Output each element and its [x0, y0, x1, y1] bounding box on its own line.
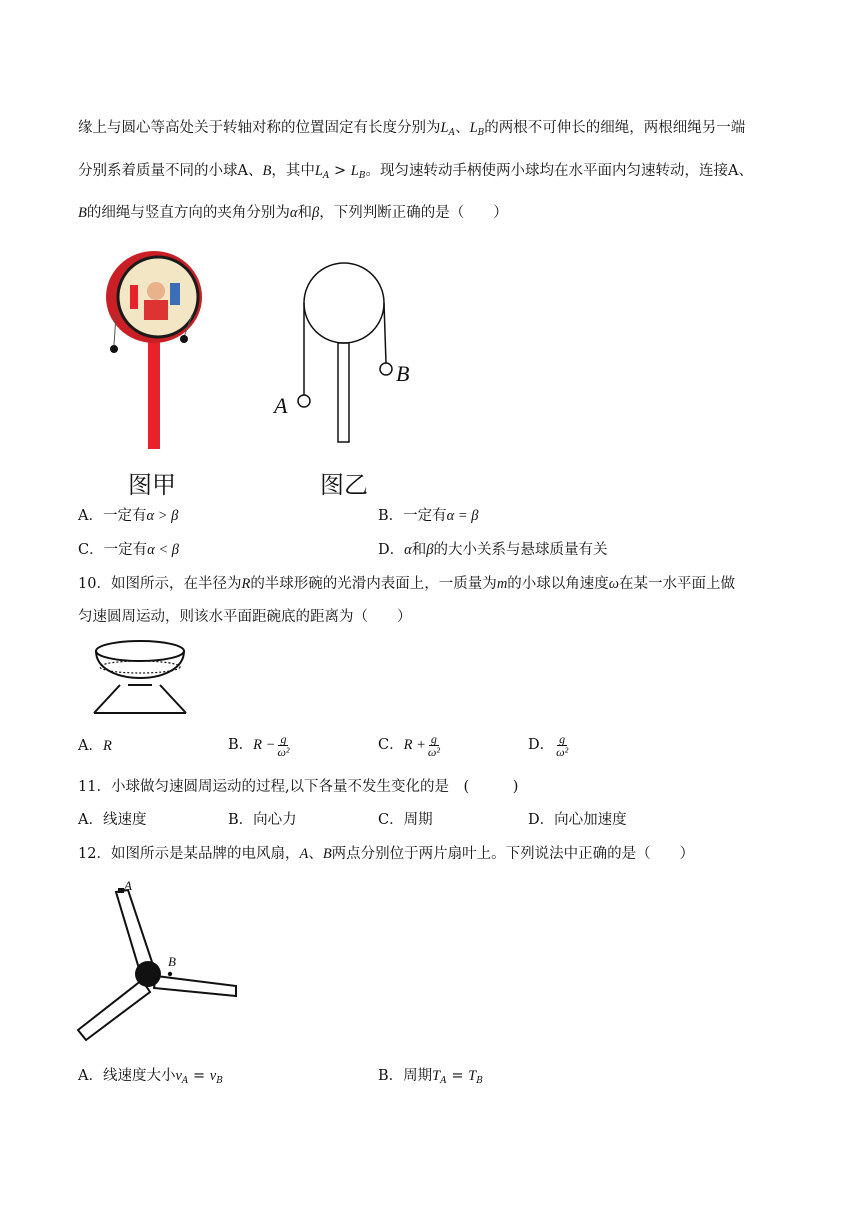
fan-point-b-label: B: [168, 954, 176, 969]
q12-option-a[interactable]: A．线速度大小$v_A = v_B$: [78, 1068, 223, 1086]
rattle-schematic-figure: [270, 255, 430, 455]
q11-option-b[interactable]: B．向心力: [228, 812, 297, 828]
q9-option-c[interactable]: C．一定有α < β: [78, 542, 179, 558]
q11-option-a[interactable]: A．线速度: [78, 812, 147, 828]
q9-line-2: 分别系着质量不同的小球A、B，其中$L_A > L_B$。现匀速转动手柄使两小球均在水平面内匀速转动，连接A、: [78, 163, 753, 181]
caption-yi: 图乙: [320, 471, 368, 499]
q9-option-d[interactable]: D．α和β的大小关系与悬球质量有关: [378, 542, 608, 558]
q11-stem: 11．小球做匀速圆周运动的过程,以下各量不发生变化的是 ( ): [78, 779, 519, 795]
q10-line-2: 匀速圆周运动，则该水平面距碗底的距离为（ ）: [78, 609, 412, 625]
q10-option-c[interactable]: C．R + $\frac{g}{\text{ω²}}$: [378, 731, 440, 759]
electric-fan-figure: [76, 876, 246, 1046]
caption-jia: 图甲: [128, 471, 176, 499]
q12-option-b[interactable]: B．周期$T_A = T_B$: [378, 1068, 483, 1086]
q10-line-1: 10．如图所示，在半径为R的半球形碗的光滑内表面上，一质量为m的小球以角速度ω在某一水平面上做: [78, 576, 736, 592]
q9-line-3: B的细绳与竖直方向的夹角分别为α和β，下列判断正确的是（ ）: [78, 205, 508, 221]
q10-option-d[interactable]: D． $\frac{g}{\text{ω²}}$: [528, 731, 569, 759]
q12-stem: 12．如图所示是某品牌的电风扇，A、B两点分别位于两片扇叶上。下列说法中正确的是（ ）: [78, 846, 695, 862]
rattle-drum-figure: [96, 245, 216, 455]
fan-point-a-label: A: [124, 878, 132, 893]
q11-option-d[interactable]: D．向心加速度: [528, 812, 627, 828]
q9-option-a[interactable]: A．一定有α > β: [78, 508, 179, 524]
ball-a-label: A: [274, 393, 288, 418]
q11-option-c[interactable]: C．周期: [378, 812, 433, 828]
q9-option-b[interactable]: B．一定有α = β: [378, 508, 479, 524]
q10-option-a[interactable]: A．R: [78, 738, 112, 754]
q9-line-1: 缘上与圆心等高处关于转轴对称的位置固定有长度分别为$L_A$、$L_B$的两根不可伸长的细绳，两根细绳另一端: [78, 120, 746, 138]
ball-b-label: B: [396, 361, 410, 386]
hemisphere-bowl-figure: [90, 637, 190, 717]
q10-option-b[interactable]: B．R − $\frac{g}{\text{ω²}}$: [228, 731, 290, 759]
